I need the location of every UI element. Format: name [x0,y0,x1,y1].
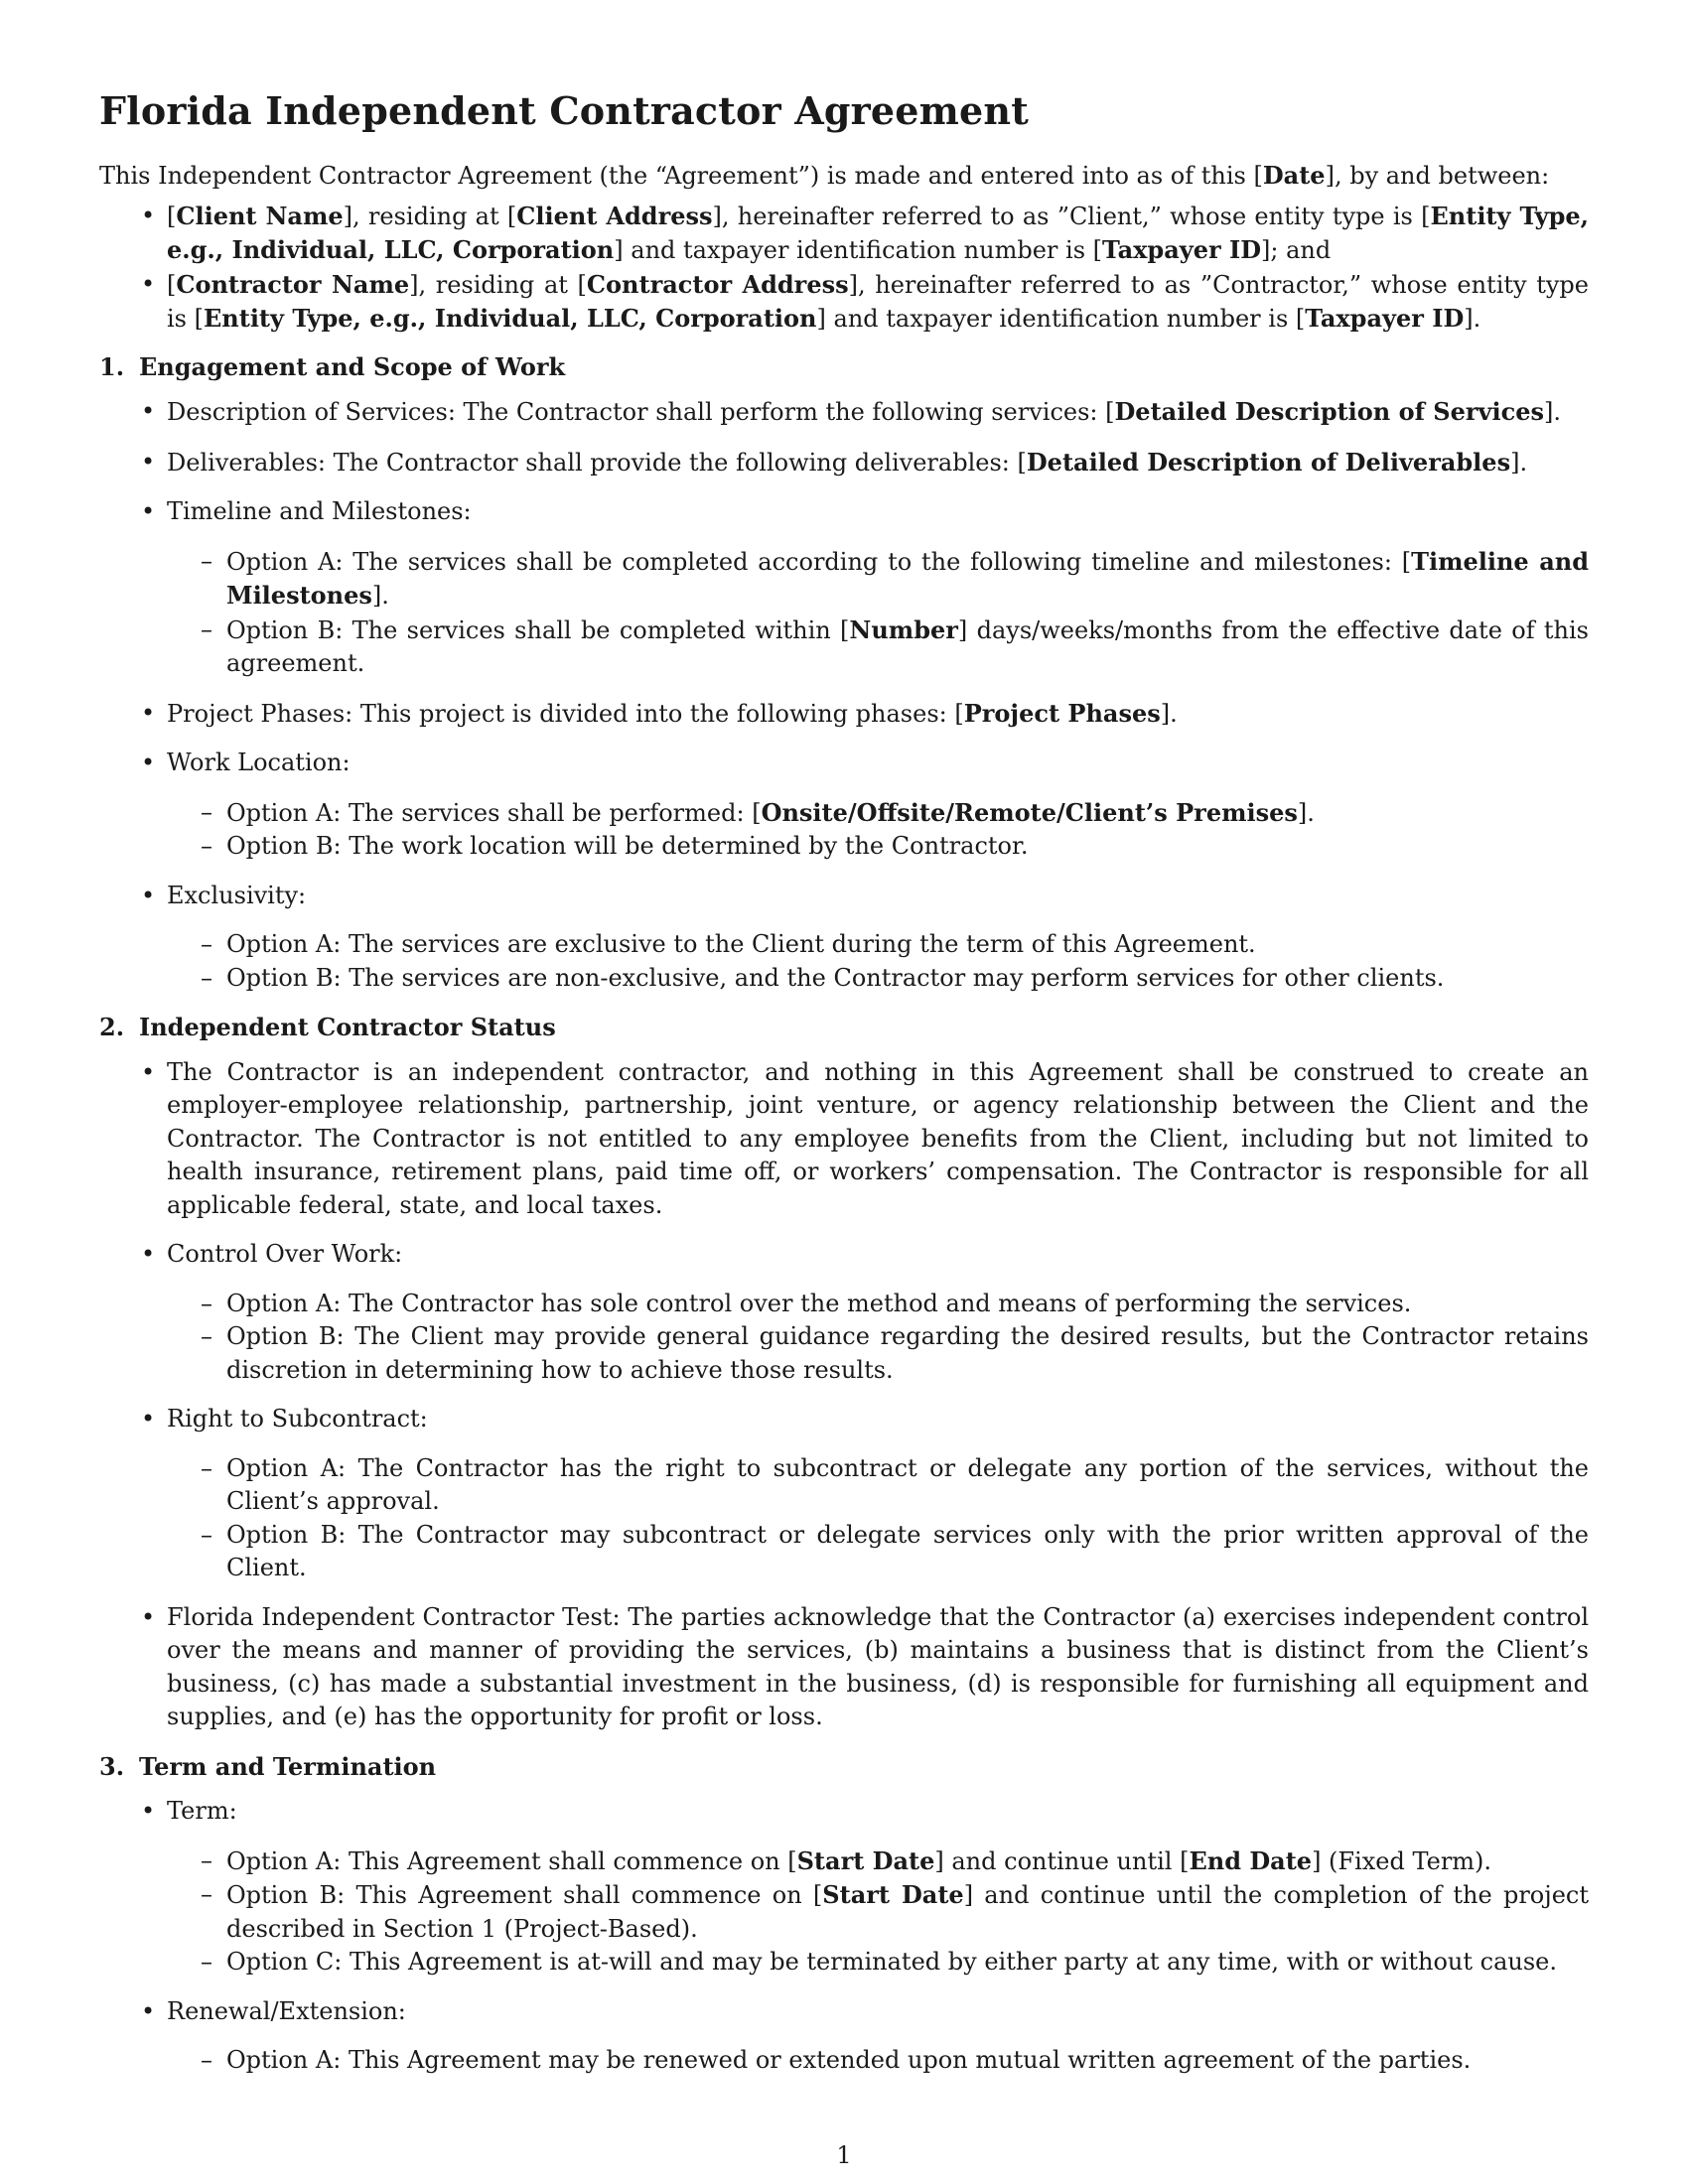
option-b: – Option B: The Client may provide general guidance regarding the desired results, but the Contractor retains discretion in determining how to achieve those results. [167,1320,1589,1387]
option-b: – Option B: The services are non-exclusive, and the Contractor may perform services for other clients. [167,962,1589,996]
client-name-placeholder: Client Name [176,201,344,230]
option-a: – Option A: The Contractor has sole control over the method and means of performing the services. [167,1288,1589,1321]
option-a: – Option A: This Agreement may be renewed or extended upon mutual written agreement of the parties. [167,2044,1589,2078]
item-florida-test: • Florida Independent Contractor Test: The parties acknowledge that the Contractor (a) exercises independent control over the means and manner of providing the services, (b) maintains a business that is distinct from the Client’s business, (c) has made a substantial investment in the business, (d) is responsible for furnishing all equipment and supplies, and (e) has the opportunity for profit or loss. [99,1601,1589,1734]
document-page [99,87,1589,2094]
item-work-location: • Work Location: – Option A: The services shall be performed: [Onsite/Offsite/Remote/Client’s Premises]. – Option B: The work location will be determined by the Contractor. [99,747,1589,864]
client-entity-placeholder: Entity Type, e.g., Individual, LLC, Corporation [167,201,1590,264]
option-a: – Option A: The services shall be performed: [Onsite/Offsite/Remote/Client’s Premises]. [167,796,1589,831]
option-b: – Option B: This Agreement shall commence on [Start Date] and continue until the completion of the project described in Section 1 (Project-Based). [167,1878,1589,1946]
option-a: – Option A: The Contractor has the right to subcontract or delegate any portion of the services, without the Client’s approval. [167,1452,1589,1519]
document-title: Florida Independent Contractor Agreement [99,88,1030,133]
item-status: • The Contractor is an independent contractor, and nothing in this Agreement shall be construed to create an employer-employee relationship, partnership, joint venture, or agency relationship between the Client and the Contractor. The Contractor is not entitled to any employee benefits from the Client, including but not limited to health insurance, retirement plans, paid time off, or workers’ compensation. The Contractor is responsible for all applicable federal, state, and local taxes. [99,1056,1589,1223]
section-heading: 3. Term and Termination [99,1751,437,1781]
client-address-placeholder: Client Address [516,201,713,230]
section-engagement [99,350,1589,996]
party-client: • [Client Name], residing at [Client Address], hereinafter referred to as ”Client,” whose entity type is [Entity Type, e.g., Individual, LLC, Corporation] and taxpayer identification number is [Taxpayer ID]; and [99,200,1589,268]
option-c: – Option C: This Agreement is at-will and may be terminated by either party at any time, with or without cause. [167,1946,1589,1979]
item-right-to-subcontract: • Right to Subcontract: – Option A: The Contractor has the right to subcontract or delegate any portion of the services, without the Client’s approval. – Option B: The Contractor may subcontract or delegate services only with the prior written approval of the Client. [99,1403,1589,1585]
section-term-termination [99,1750,1589,2078]
sections-list [99,350,1589,2078]
contractor-taxid-placeholder: Taxpayer ID [1305,304,1465,333]
item-term: • Term: – Option A: This Agreement shall commence on [Start Date] and continue until [End Date] (Fixed Term). – Option B: This Agreement shall commence on [Start Date] and continue until the completion of the project described in Section 1 (Project-Based). – Option C: This Agreement is at-will and may be terminated by either party at any time, with or without cause. [99,1795,1589,1979]
option-b: – Option B: The Contractor may subcontract or delegate services only with the prior written approval of the Client. [167,1519,1589,1585]
section-heading: 1. Engagement and Scope of Work [99,351,566,381]
option-a: – Option A: This Agreement shall commence on [Start Date] and continue until [End Date] (Fixed Term). [167,1844,1589,1879]
item-timeline: • Timeline and Milestones: – Option A: The services shall be completed according to the following timeline and milestones: [Timeline and Milestones]. – Option B: The services shall be completed within [Number] days/weeks/months from the effective date of this agreement. [99,495,1589,681]
item-description-of-services: • Description of Services: The Contractor shall perform the following services: [Detailed Description of Services]. [99,395,1589,430]
item-renewal-extension: • Renewal/Extension: – Option A: This Agreement may be renewed or extended upon mutual written agreement of the parties. [99,1995,1589,2078]
page-number: 1 [836,2141,852,2169]
item-project-phases: • Project Phases: This project is divided into the following phases: [Project Phases]. [99,697,1589,732]
option-b: – Option B: The work location will be determined by the Contractor. [167,830,1589,864]
party-contractor: • [Contractor Name], residing at [Contractor Address], hereinafter referred to as ”Contractor,” whose entity type is [Entity Type, e.g., Individual, LLC, Corporation] and taxpayer identification number is [Taxpayer ID]. [99,268,1589,337]
section-heading: 2. Independent Contractor Status [99,1013,556,1041]
intro-paragraph: This Independent Contractor Agreement (the “Agreement”) is made and entered into as of this [Date], by and between: [99,161,1550,190]
contractor-address-placeholder: Contractor Address [586,269,849,299]
section-contractor-status [99,1011,1589,1734]
item-deliverables: • Deliverables: The Contractor shall provide the following deliverables: [Detailed Description of Deliverables]. [99,446,1589,480]
item-control-over-work: • Control Over Work: – Option A: The Contractor has sole control over the method and means of performing the services. – Option B: The Client may provide general guidance regarding the desired results, but the Contractor retains discretion in determining how to achieve those results. [99,1238,1589,1387]
option-a: – Option A: The services shall be completed according to the following timeline and milestones: [Timeline and Milestones]. [167,545,1589,614]
contractor-name-placeholder: Contractor Name [176,269,410,299]
date-placeholder: Date [1262,161,1326,190]
client-taxid-placeholder: Taxpayer ID [1102,235,1262,264]
option-b: – Option B: The services shall be completed within [Number] days/weeks/months from the effective date of this agreement. [167,614,1589,681]
option-a: – Option A: The services are exclusive to the Client during the term of this Agreement. [167,928,1589,962]
item-exclusivity: • Exclusivity: – Option A: The services are exclusive to the Client during the term of this Agreement. – Option B: The services are non-exclusive, and the Contractor may perform services for other clients. [99,880,1589,996]
contractor-entity-placeholder: Entity Type, e.g., Individual, LLC, Corporation [203,304,817,333]
parties-list [99,200,1589,337]
